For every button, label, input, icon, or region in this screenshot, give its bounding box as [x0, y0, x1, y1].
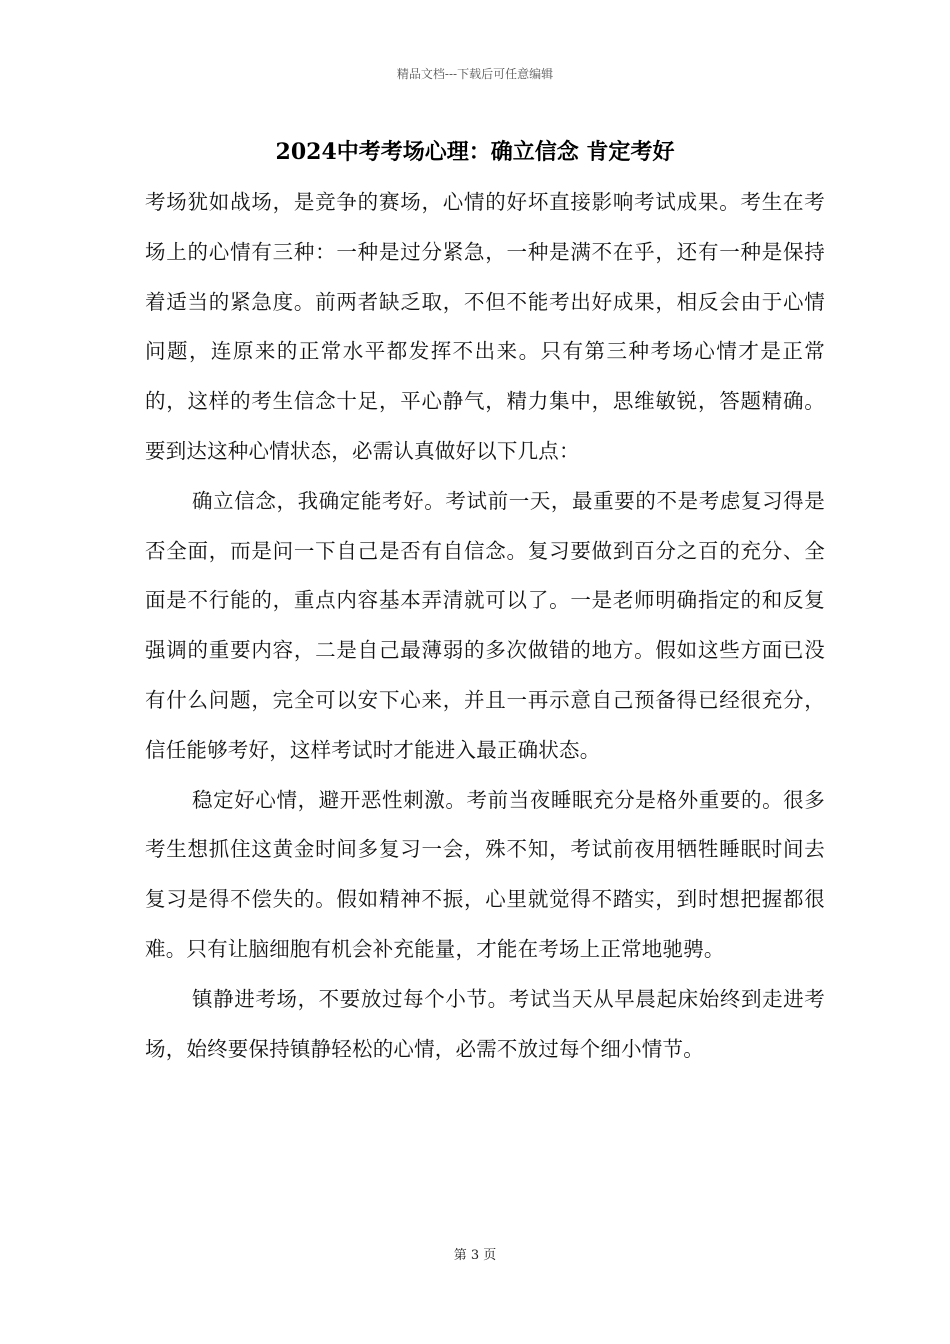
document-title: 2024中考考场心理：确立信念 肯定考好 — [275, 139, 675, 165]
paragraph-mood: 稳定好心情，避开恶性刺激。考前当夜睡眠充分是格外重要的。很多考生想抓住这黄金时间多复习一会，殊不知，考试前夜用牺牲睡眠时间去复习是得不偿失的。假如精神不振，心里就觉得不踏实，到时想把握都很难。只有让脑细胞有机会补充能量，才能在考场上正常地驰骋。 — [145, 787, 825, 961]
paragraph-confidence: 确立信念，我确定能考好。考试前一天，最重要的不是考虑复习得是否全面，而是问一下自己是否有自信念。复习要做到百分之百的充分、全面是不行能的，重点内容基本弄清就可以了。一是老师明确指定的和反复强调的重要内容，二是自己最薄弱的多次做错的地方。假如这些方面已没有什么问题，完全可以安下心来，并且一再示意自己预备得已经很充分，信任能够考好，这样考试时才能进入最正确状态。 — [145, 488, 825, 762]
paragraph-calm: 镇静进考场，不要放过每个小节。考试当天从早晨起床始终到走进考场，始终要保持镇静轻松的心情，必需不放过每个细小情节。 — [145, 986, 825, 1061]
paragraph-intro: 考场犹如战场，是竞争的赛场，心情的好坏直接影响考试成果。考生在考场上的心情有三种：一种是过分紧急，一种是满不在乎，还有一种是保持着适当的紧急度。前两者缺乏取，不但不能考出好成果，相反会由于心情问题，连原来的正常水平都发挥不出来。只有第三种考场心情才是正常的，这样的考生信念十足，平心静气，精力集中，思维敏锐，答题精确。要到达这种心情状态，必需认真做好以下几点： — [145, 190, 825, 463]
document-body — [145, 178, 825, 1074]
page-header: 精品文档---下载后可任意编辑 — [396, 67, 554, 81]
page-number: 第 3 页 — [453, 1248, 497, 1263]
